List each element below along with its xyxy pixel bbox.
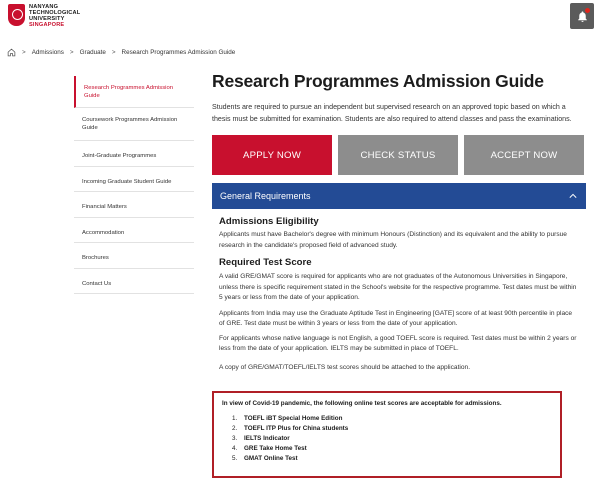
list-item-label: TOEFL ITP Plus for China students [244, 425, 349, 432]
test-score-heading: Required Test Score [219, 257, 312, 268]
list-number: 1. [232, 415, 238, 422]
test-score-paragraph-1: A valid GRE/GMAT score is required for applicants who are not graduates of the Autonomous Universities in Singapore, unless there is specific requirement stated in the School's website for the respective programme. Test dates must be within 5 years or less from the date of your application. [219, 273, 577, 301]
sidebar-nav [74, 76, 194, 294]
list-number: 2. [232, 425, 238, 432]
covid-notice [212, 391, 562, 478]
site-header [0, 0, 600, 36]
ntu-logo[interactable] [8, 4, 80, 28]
breadcrumb [7, 46, 235, 58]
accordion-title: General Requirements [220, 191, 311, 201]
list-item-label: GMAT Online Test [244, 455, 298, 462]
list-item [232, 424, 560, 434]
sidebar-item-coursework-guide[interactable]: Coursework Programmes Admission Guide [74, 108, 194, 141]
home-icon[interactable] [7, 48, 16, 57]
sidebar-item-research-guide[interactable]: Research Programmes Admission Guide [74, 76, 194, 108]
logo-line: TECHNOLOGICAL [29, 10, 81, 16]
test-score-paragraph-4: A copy of GRE/GMAT/TOEFL/IELTS test scores should be attached to the application. [219, 363, 471, 371]
check-status-button[interactable]: CHECK STATUS [338, 135, 458, 175]
accordion-general-requirements[interactable] [212, 183, 586, 209]
list-item [232, 414, 560, 424]
breadcrumb-admissions[interactable]: Admissions [31, 48, 64, 56]
main-content [212, 70, 588, 209]
sidebar-item-accommodation[interactable]: Accommodation [74, 218, 194, 244]
accordion-body [212, 210, 586, 373]
action-buttons [212, 135, 588, 175]
page-title: Research Programmes Admission Guide [212, 71, 544, 91]
sidebar-item-contact[interactable]: Contact Us [74, 269, 194, 295]
notification-button[interactable] [570, 3, 594, 29]
list-item-label: GRE Take Home Test [244, 445, 307, 452]
notification-badge [585, 8, 590, 13]
apply-now-button[interactable]: APPLY NOW [212, 135, 332, 175]
list-item-label: IELTS Indicator [244, 435, 290, 442]
eligibility-heading: Admissions Eligibility [219, 216, 319, 227]
breadcrumb-separator: > [69, 48, 74, 56]
test-score-paragraph-2: Applicants from India may use the Graduate Aptitude Test in Engineering [GATE] score of at least 90th percentile in place of GRE. Test date must be within 3 years or less from the date of your application. [219, 309, 573, 327]
ntu-crest-icon [8, 4, 25, 26]
covid-test-list [232, 414, 560, 464]
sidebar-item-brochures[interactable]: Brochures [74, 243, 194, 269]
breadcrumb-current: Research Programmes Admission Guide [121, 48, 236, 56]
sidebar-item-incoming-guide[interactable]: Incoming Graduate Student Guide [74, 167, 194, 193]
logo-line: SINGAPORE [29, 22, 65, 28]
chevron-up-icon [569, 193, 577, 199]
breadcrumb-graduate[interactable]: Graduate [79, 48, 106, 56]
list-number: 5. [232, 455, 238, 462]
breadcrumb-separator: > [111, 48, 116, 56]
covid-notice-title: In view of Covid-19 pandemic, the following online test scores are acceptable for admissions. [222, 400, 502, 407]
list-item [232, 454, 560, 464]
sidebar-item-joint-graduate[interactable]: Joint-Graduate Programmes [74, 141, 194, 167]
logo-text [29, 4, 80, 28]
intro-text: Students are required to pursue an independent but supervised research on an approved topic based on which a thesis must be submitted for examination. Students are also required to attend classes and pass the examinations. [212, 103, 572, 123]
list-item-label: TOEFL iBT Special Home Edition [244, 415, 343, 422]
sidebar-item-financial[interactable]: Financial Matters [74, 192, 194, 218]
accept-now-button[interactable]: ACCEPT NOW [464, 135, 584, 175]
test-score-paragraph-3: For applicants whose native language is not English, a good TOEFL score is required. Test dates must be within 2 years or less from the date of your application. IELTS may be submitted in place of TOEFL. [219, 334, 577, 352]
list-item [232, 434, 560, 444]
breadcrumb-separator: > [22, 48, 26, 56]
eligibility-text: Applicants must have Bachelor's degree with minimum Honours (Distinction) and its equivalent and the ability to pursue research in the candidate's proposed field of advanced study. [219, 231, 567, 249]
list-item [232, 444, 560, 454]
logo-line: UNIVERSITY [29, 16, 65, 22]
logo-line: NANYANG [29, 4, 59, 10]
list-number: 3. [232, 435, 238, 442]
list-number: 4. [232, 445, 238, 452]
